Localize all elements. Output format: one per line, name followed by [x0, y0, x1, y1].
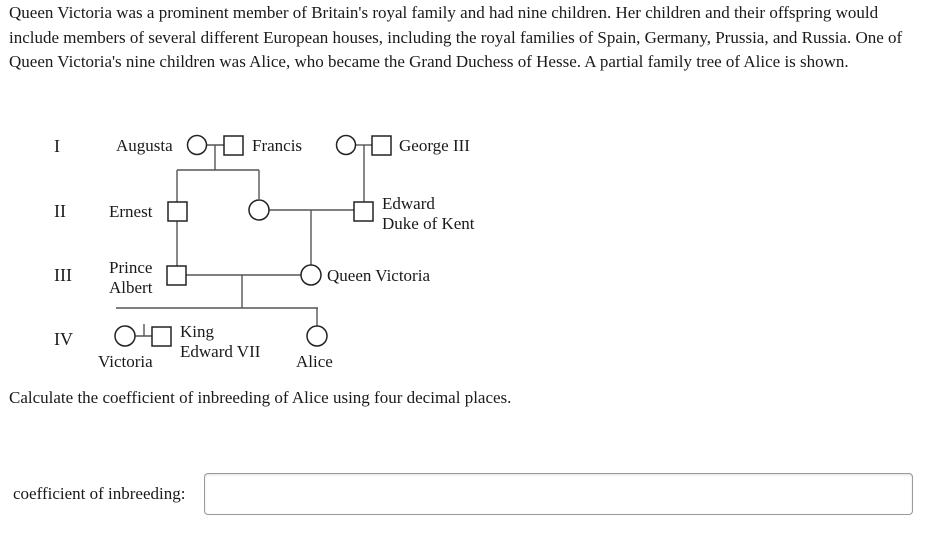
- francis-label: Francis: [252, 136, 303, 155]
- queen-victoria-female-symbol: [301, 265, 321, 285]
- george-iii-spouse-female-symbol: [337, 136, 356, 155]
- alice-female-symbol: [307, 326, 327, 346]
- alice-label: Alice: [296, 352, 333, 371]
- edward-duke-of-kent-male-symbol: [354, 202, 373, 221]
- generation-label-i: I: [54, 136, 60, 156]
- francis-male-symbol: [224, 136, 243, 155]
- ernest-label: Ernest: [109, 202, 153, 221]
- coefficient-of-inbreeding-input[interactable]: [204, 473, 913, 515]
- king-edward-vii-male-symbol: [152, 327, 171, 346]
- answer-row: [13, 473, 915, 515]
- king-edward-vii-label-line2: Edward VII: [180, 342, 261, 361]
- queen-victoria-label: Queen Victoria: [327, 266, 430, 285]
- victoria-label: Victoria: [98, 352, 153, 371]
- augusta-female-symbol: [188, 136, 207, 155]
- augusta-label: Augusta: [116, 136, 173, 155]
- edward-label-line2: Duke of Kent: [382, 214, 475, 233]
- victoria-female-symbol: [115, 326, 135, 346]
- generation-label-iii: III: [54, 265, 72, 285]
- george-iii-male-symbol: [372, 136, 391, 155]
- pedigree-chart: [0, 110, 933, 390]
- problem-intro: Queen Victoria was a prominent member of Britain's royal family and had nine children. Her children and their offspring would include members of several different European houses, including the royal families of Spain, Germany, Prussia, and Russia. One of Queen Victoria's nine children was Alice, who became the Grand Duchess of Hesse. A partial family tree of Alice is shown.: [9, 3, 903, 72]
- answer-label: coefficient of inbreeding:: [13, 484, 186, 503]
- generation-label-iv: IV: [54, 329, 73, 349]
- prince-albert-male-symbol: [167, 266, 186, 285]
- ernest-male-symbol: [168, 202, 187, 221]
- king-edward-vii-label-line1: King: [180, 322, 214, 341]
- edward-label-line1: Edward: [382, 194, 435, 213]
- prince-albert-label-line1: Prince: [109, 258, 153, 277]
- question-text: Calculate the coefficient of inbreeding of Alice using four decimal places.: [9, 388, 512, 407]
- george-iii-label: George III: [399, 136, 470, 155]
- generation-label-ii: II: [54, 201, 66, 221]
- pedigree-lines: [116, 145, 372, 336]
- daughter-female-symbol: [249, 200, 269, 220]
- prince-albert-label-line2: Albert: [109, 278, 153, 297]
